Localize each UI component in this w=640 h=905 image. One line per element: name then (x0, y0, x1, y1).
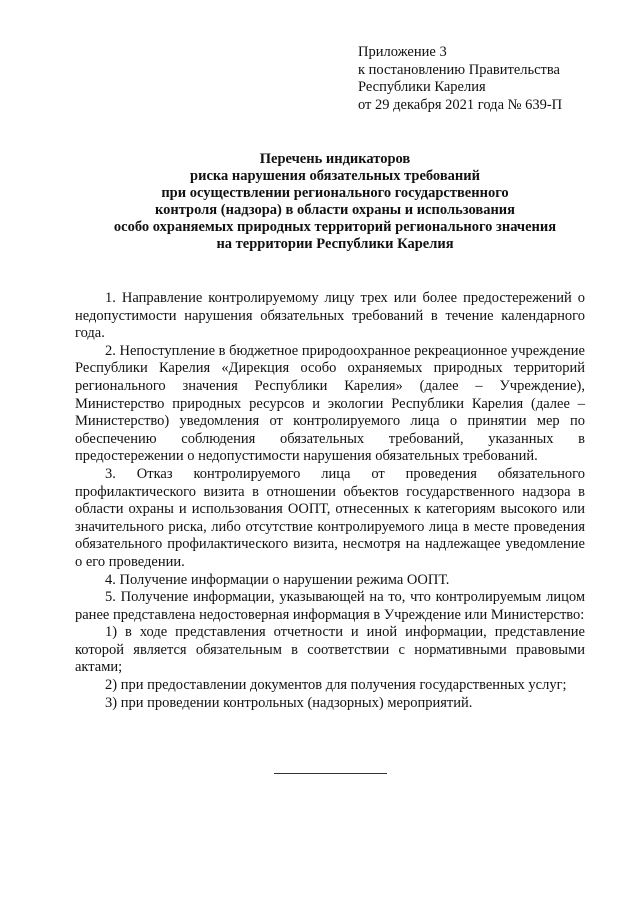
indicator-item-4: 4. Получение информации о нарушении режима ООПТ. (105, 571, 450, 588)
indicator-item-1: 1. Направление контролируемому лицу трех или более предостережений о недопустимости нарушения обязательных требований в течение календарного года. (75, 290, 585, 342)
appendix-region: Республики Карелия (358, 79, 486, 95)
sub-item-3: 3) при проведении контрольных (надзорных) мероприятий. (105, 694, 473, 711)
appendix-header (358, 44, 618, 114)
indicator-item-3: 3. Отказ контролируемого лица от проведения обязательного профилактического визита в отношении объектов государственного надзора в области охраны и использования ООПТ, отнесенных к категориям высокого или значительного риска, либо отсутствие контролируемого лица в месте проведения обязательного профилактического визита, несмотря на надлежащее уведомление о его проведении. (75, 465, 585, 570)
appendix-number: Приложение 3 (358, 44, 447, 60)
sub-item-1: 1) в ходе представления отчетности и иной информации, представление которой является обязательным в соответствии с нормативными правовыми актами; (75, 624, 585, 676)
sub-item-2: 2) при предоставлении документов для получения государственных услуг; (105, 677, 567, 694)
document-body (75, 290, 585, 712)
indicator-item-2: 2. Непоступление в бюджетное природоохранное рекреационное учреждение Республики Карелия «Дирекция особо охраняемых природных территорий регионального значения Республики Карелия» (далее – Учреждение), Министерство природных ресурсов и экологии Республики Карелия (далее – Министерство) уведомления от контролируемого лица о принятии мер по обеспечению соблюдения обязательных требований, указанных в предостережении о недопустимости нарушения обязательных требований. (75, 342, 585, 465)
title-line: на территории Республики Карелия (216, 236, 454, 252)
title-line: при осуществлении регионального государственного (161, 185, 509, 201)
title-line: риска нарушения обязательных требований (190, 168, 480, 184)
end-divider (274, 773, 387, 774)
title-line: особо охраняемых природных территорий регионального значения (113, 219, 557, 235)
title-line: контроля (надзора) в области охраны и использования (154, 202, 516, 218)
appendix-date: от 29 декабря 2021 года № 639-П (358, 96, 563, 113)
title-line: Перечень индикаторов (259, 151, 411, 167)
indicator-item-5: 5. Получение информации, указывающей на то, что контролируемым лицом ранее представлена недостоверная информация в Учреждение или Министерство: (75, 589, 585, 623)
document-title (60, 151, 610, 253)
appendix-reference: к постановлению Правительства (358, 61, 560, 78)
